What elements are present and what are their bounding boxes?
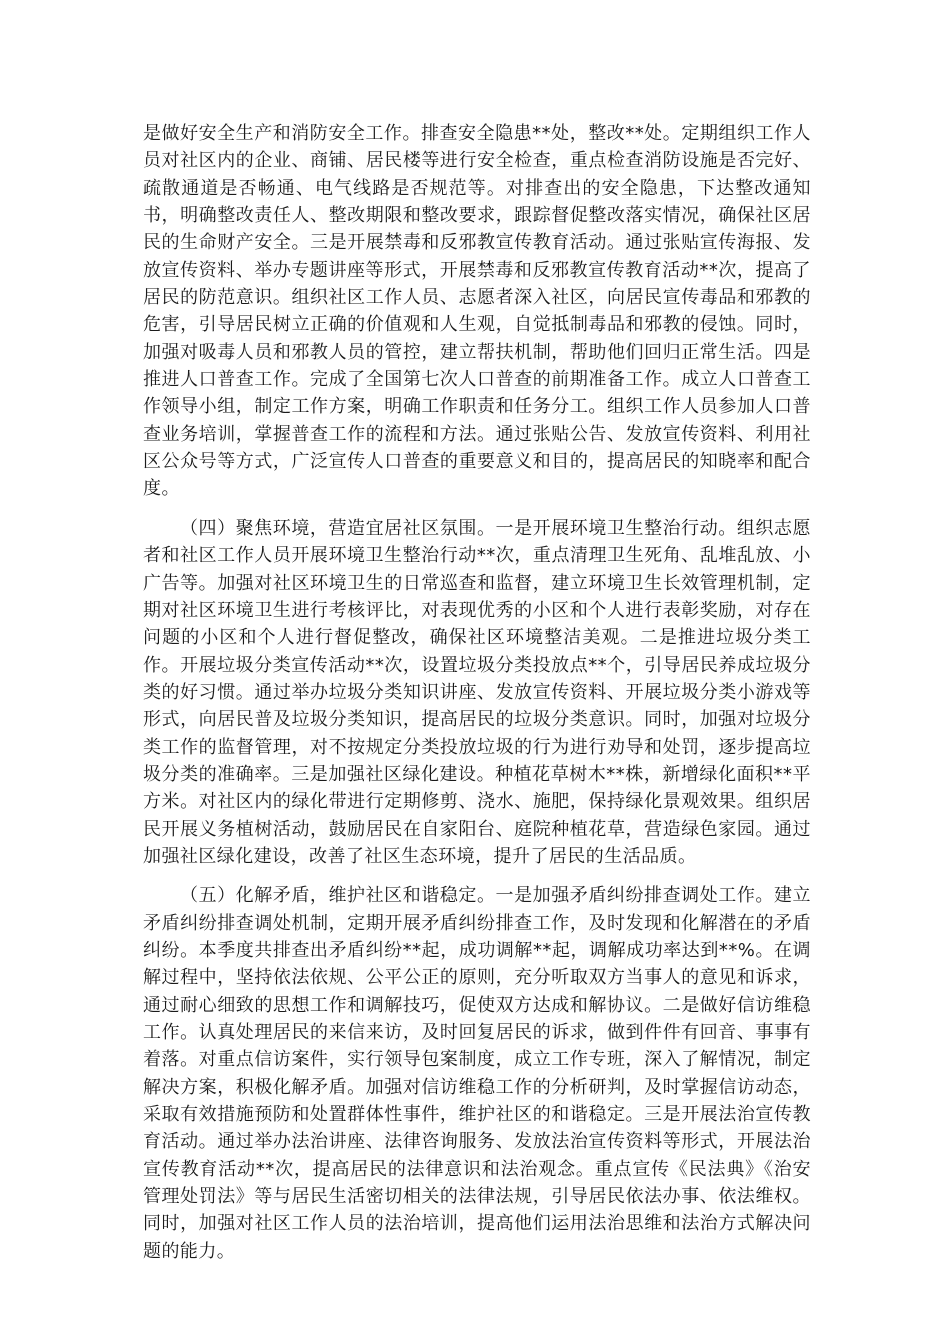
paragraph-gap xyxy=(143,503,811,515)
paragraph-gap xyxy=(143,870,811,882)
paragraph-safety-continued: 是做好安全生产和消防安全工作。排查安全隐患**处，整改**处。定期组织工作人员对社区内的企业、商铺、居民楼等进行安全检查，重点检查消防设施是否完好、疏散通道是否畅通、电气线路是否规范等。对排查出的安全隐患，下达整改通知书，明确整改责任人、整改期限和整改要求，跟踪督促整改落实情况，确保社区居民的生命财产安全。三是开展禁毒和反邪教宣传教育活动。通过张贴宣传海报、发放宣传资料、举办专题讲座等形式，开展禁毒和反邪教宣传教育活动**次，提高了居民的防范意识。组织社区工作人员、志愿者深入社区，向居民宣传毒品和邪教的危害，引导居民树立正确的价值观和人生观，自觉抵制毒品和邪教的侵蚀。同时，加强对吸毒人员和邪教人员的管控，建立帮扶机制，帮助他们回归正常生活。四是推进人口普查工作。完成了全国第七次人口普查的前期准备工作。成立人口普查工作领导小组，制定工作方案，明确工作职责和任务分工。组织工作人员参加人口普查业务培训，掌握普查工作的流程和方法。通过张贴公告、发放宣传资料、利用社区公众号等方式，广泛宣传人口普查的重要意义和目的，提高居民的知晓率和配合度。 xyxy=(143,123,811,500)
document-body xyxy=(143,120,811,1265)
paragraph-section-five-harmony: （五）化解矛盾，维护社区和谐稳定。一是加强矛盾纠纷排查调处工作。建立矛盾纠纷排查调处机制，定期开展矛盾纠纷排查工作，及时发现和化解潜在的矛盾纠纷。本季度共排查出矛盾纠纷**起，成功调解**起，调解成功率达到**%。在调解过程中，坚持依法依规、公平公正的原则，充分听取双方当事人的意见和诉求，通过耐心细致的思想工作和调解技巧，促使双方达成和解协议。二是做好信访维稳工作。认真处理居民的来信来访，及时回复居民的诉求，做到件件有回音、事事有着落。对重点信访案件，实行领导包案制度，成立工作专班，深入了解情况，制定解决方案，积极化解矛盾。加强对信访维稳工作的分析研判，及时掌握信访动态，采取有效措施预防和处置群体性事件，维护社区的和谐稳定。三是开展法治宣传教育活动。通过举办法治讲座、法律咨询服务、发放法治宣传资料等形式，开展法治宣传教育活动**次，提高居民的法律意识和法治观念。重点宣传《民法典》《治安管理处罚法》等与居民生活密切相关的法律法规，引导居民依法办事、依法维权。同时，加强对社区工作人员的法治培训，提高他们运用法治思维和法治方式解决问题的能力。 xyxy=(143,885,811,1262)
paragraph-section-four-environment: （四）聚焦环境，营造宜居社区氛围。一是开展环境卫生整治行动。组织志愿者和社区工作人员开展环境卫生整治行动**次，重点清理卫生死角、乱堆乱放、小广告等。加强对社区环境卫生的日常巡查和监督，建立环境卫生长效管理机制，定期对社区环境卫生进行考核评比，对表现优秀的小区和个人进行表彰奖励，对存在问题的小区和个人进行督促整改，确保社区环境整洁美观。二是推进垃圾分类工作。开展垃圾分类宣传活动**次，设置垃圾分类投放点**个，引导居民养成垃圾分类的好习惯。通过举办垃圾分类知识讲座、发放宣传资料、开展垃圾分类小游戏等形式，向居民普及垃圾分类知识，提高居民的垃圾分类意识。同时，加强对垃圾分类工作的监督管理，对不按规定分类投放垃圾的行为进行劝导和处罚，逐步提高垃圾分类的准确率。三是加强社区绿化建设。种植花草树木**株，新增绿化面积**平方米。对社区内的绿化带进行定期修剪、浇水、施肥，保持绿化景观效果。组织居民开展义务植树活动，鼓励居民在自家阳台、庭院种植花草，营造绿色家园。通过加强社区绿化建设，改善了社区生态环境，提升了居民的生活品质。 xyxy=(143,517,811,867)
